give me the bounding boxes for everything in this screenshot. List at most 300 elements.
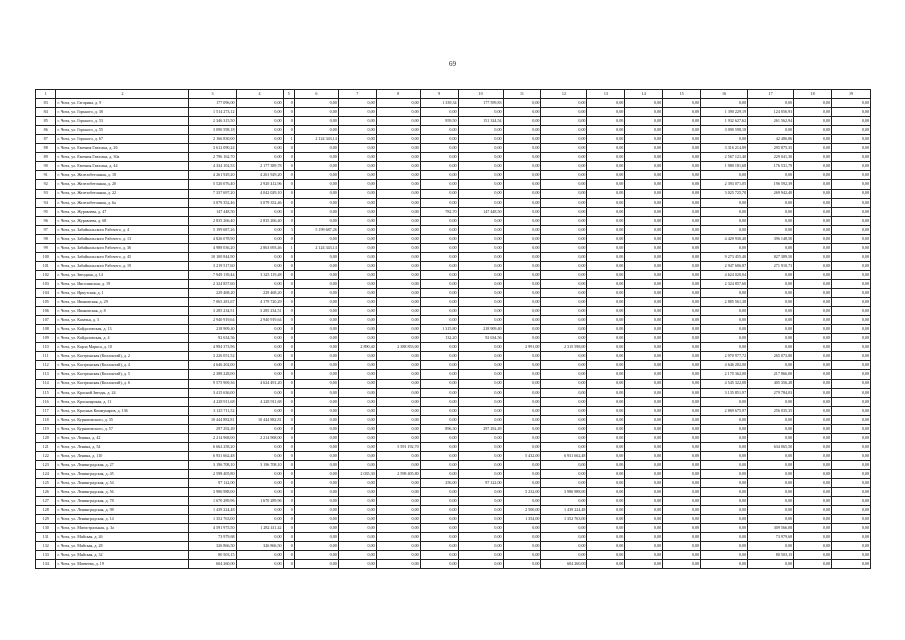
value-cell: 0,00 (701, 460, 748, 469)
value-cell: 0,00 (503, 397, 541, 406)
address-cell: г. Чита, ул. Журавлева, д. 68 (56, 216, 189, 225)
value-cell: 3 025 725,70 (701, 189, 748, 198)
value-cell: 0,00 (294, 261, 338, 270)
value-cell: 0,00 (458, 171, 503, 180)
value-cell: 0,00 (794, 153, 832, 162)
value-cell: 0,00 (748, 343, 794, 352)
value-cell: 0,00 (236, 135, 283, 144)
value-cell: 0,00 (832, 415, 871, 424)
value-cell: 9 273 455,40 (701, 252, 748, 261)
value-cell: 0,00 (338, 198, 376, 207)
value-cell: 0,00 (541, 307, 587, 316)
value-cell: 0,00 (663, 279, 701, 288)
value-cell: 0,00 (625, 469, 663, 478)
address-cell: г. Чита, ул. Забайкальского Рабочего, д. 36 (56, 243, 189, 252)
value-cell: 0,00 (701, 451, 748, 460)
address-cell: г. Чита, ул. Красной Звезды, д. 24 (56, 388, 189, 397)
row-number-cell: 133 (36, 551, 56, 560)
table-row (36, 442, 871, 451)
column-number-header: 15 (663, 90, 701, 99)
row-number-cell: 91 (36, 171, 56, 180)
value-cell: 0,00 (541, 479, 587, 488)
table-row (36, 270, 871, 279)
value-cell: 0,00 (236, 279, 283, 288)
value-cell: 3 986 988,00 (541, 488, 587, 497)
value-cell: 0,00 (541, 252, 587, 261)
value-cell: 0,00 (338, 424, 376, 433)
row-number-cell: 113 (36, 370, 56, 379)
value-cell: 2 940 919,64 (189, 316, 236, 325)
value-cell: 0,00 (832, 307, 871, 316)
value-cell: 0,00 (338, 144, 376, 153)
value-cell: 0,00 (794, 126, 832, 135)
address-cell: г. Чита, ул. Забайкальского Рабочего, д. 45 (56, 252, 189, 261)
value-cell: 0,00 (503, 334, 541, 343)
table-row (36, 243, 871, 252)
row-number-cell: 90 (36, 162, 56, 171)
value-cell: 0,00 (503, 460, 541, 469)
value-cell: 0,00 (663, 415, 701, 424)
value-cell: 0,00 (701, 533, 748, 542)
value-cell: 2 393 071,05 (701, 180, 748, 189)
row-number-cell: 110 (36, 343, 56, 352)
value-cell: 0,00 (625, 234, 663, 243)
value-cell: 0,00 (503, 379, 541, 388)
value-cell: 0,00 (503, 144, 541, 153)
value-cell: 0,00 (236, 352, 283, 361)
value-cell: 0,00 (503, 243, 541, 252)
value-cell: 0,00 (420, 198, 458, 207)
value-cell: 0,00 (376, 479, 420, 488)
table-row (36, 460, 871, 469)
value-cell: 4 334 102,53 (189, 162, 236, 171)
value-cell: 0,00 (832, 171, 871, 180)
value-cell: 0,00 (832, 298, 871, 307)
value-cell: 0,00 (503, 307, 541, 316)
value-cell: 0,00 (832, 216, 871, 225)
value-cell: 2 947 606,87 (701, 261, 748, 270)
value-cell: 0,00 (338, 135, 376, 144)
table-row (36, 515, 871, 524)
value-cell: 0,00 (832, 379, 871, 388)
value-cell: 6 931 662,48 (189, 451, 236, 460)
row-number-cell: 111 (36, 352, 56, 361)
row-number-cell: 117 (36, 406, 56, 415)
value-cell: 0,00 (748, 207, 794, 216)
address-cell: г. Чита, ул. Горького, д. 67 (56, 135, 189, 144)
value-cell: 3 285 234,51 (189, 307, 236, 316)
value-cell: 0,00 (458, 533, 503, 542)
register-table (35, 89, 871, 569)
value-cell: 0,00 (236, 515, 283, 524)
value-cell: 0,00 (625, 497, 663, 506)
value-cell: 0,00 (236, 325, 283, 334)
value-cell: 0,00 (294, 524, 338, 533)
value-cell: 0,00 (832, 397, 871, 406)
value-cell: 0,00 (587, 325, 625, 334)
row-number-cell: 109 (36, 334, 56, 343)
value-cell: 3 196 708,10 (189, 460, 236, 469)
value-cell: 0,00 (587, 560, 625, 569)
value-cell: 0,00 (294, 108, 338, 117)
value-cell: 0,00 (701, 515, 748, 524)
table-row (36, 216, 871, 225)
value-cell: 0,00 (338, 388, 376, 397)
value-cell: 0,00 (587, 451, 625, 460)
value-cell: 0,00 (420, 551, 458, 560)
value-cell: 0,00 (748, 361, 794, 370)
value-cell: 0,00 (832, 279, 871, 288)
value-cell: 0,00 (794, 397, 832, 406)
value-cell: 0,00 (294, 325, 338, 334)
value-cell: 218 909,40 (189, 325, 236, 334)
value-cell: 0,00 (587, 99, 625, 108)
value-cell: 2 124 343,14 (294, 243, 338, 252)
table-row (36, 560, 871, 569)
value-cell: 4 646 202,00 (701, 361, 748, 370)
value-cell: 0,00 (663, 243, 701, 252)
value-cell: 0,00 (338, 524, 376, 533)
value-cell: 0,00 (701, 506, 748, 515)
table-row (36, 234, 871, 243)
table-row (36, 479, 871, 488)
table-row (36, 497, 871, 506)
value-cell: 0,00 (338, 479, 376, 488)
value-cell: 92 634,56 (458, 334, 503, 343)
value-cell: 0,00 (458, 298, 503, 307)
value-cell: 269 942,40 (748, 189, 794, 198)
value-cell: 0,00 (625, 343, 663, 352)
value-cell: 0,00 (376, 108, 420, 117)
table-row (36, 361, 871, 370)
value-cell: 261 562,94 (748, 117, 794, 126)
value-cell: 0,00 (376, 117, 420, 126)
value-cell: 0,00 (458, 108, 503, 117)
value-cell: 0,00 (625, 370, 663, 379)
value-cell: 0,00 (338, 442, 376, 451)
column-number-header: 12 (541, 90, 587, 99)
value-cell: 0,00 (541, 415, 587, 424)
value-cell: 0,00 (376, 171, 420, 180)
address-cell: г. Чита, ул. Казачья, д. 3 (56, 316, 189, 325)
value-cell: 0,00 (503, 361, 541, 370)
value-cell: 2 388 228,00 (189, 370, 236, 379)
value-cell: 0 (283, 379, 294, 388)
value-cell: 0,00 (748, 460, 794, 469)
value-cell: 0,00 (663, 479, 701, 488)
value-cell: 0,00 (794, 252, 832, 261)
value-cell: 0,00 (587, 397, 625, 406)
value-cell: 2 567 121,40 (701, 153, 748, 162)
value-cell: 0,00 (420, 298, 458, 307)
value-cell: 0,00 (376, 216, 420, 225)
value-cell: 0,00 (420, 289, 458, 298)
row-number-cell: 131 (36, 533, 56, 542)
value-cell: 0,00 (794, 533, 832, 542)
value-cell: 0,00 (587, 270, 625, 279)
row-number-cell: 118 (36, 415, 56, 424)
value-cell: 4 624 491,20 (236, 379, 283, 388)
value-cell: 0,00 (503, 560, 541, 569)
table-row (36, 388, 871, 397)
value-cell: 0,00 (338, 352, 376, 361)
value-cell: 0,00 (294, 198, 338, 207)
value-cell: 0,00 (587, 442, 625, 451)
value-cell: 2 835 266,40 (189, 216, 236, 225)
value-cell: 0,00 (663, 551, 701, 560)
row-number-cell: 97 (36, 225, 56, 234)
value-cell: 0,00 (663, 469, 701, 478)
value-cell: 0,00 (376, 144, 420, 153)
row-number-cell: 125 (36, 479, 56, 488)
value-cell: 0,00 (541, 325, 587, 334)
column-number-header: 7 (338, 90, 376, 99)
value-cell: 0,00 (794, 352, 832, 361)
value-cell: 0,00 (663, 488, 701, 497)
value-cell: 0,00 (748, 515, 794, 524)
value-cell: 5 232,00 (503, 488, 541, 497)
value-cell: 297 292,49 (189, 424, 236, 433)
value-cell: 2 315 598,00 (541, 343, 587, 352)
address-cell: г. Чита, ул. Кастринская (Коллонтай), д. 5 (56, 370, 189, 379)
value-cell: 0,00 (338, 189, 376, 198)
value-cell: 0,00 (748, 270, 794, 279)
value-cell: 0,00 (541, 469, 587, 478)
value-cell: 1 390 229,19 (701, 108, 748, 117)
value-cell: 0,00 (503, 551, 541, 560)
value-cell: 4 545 322,08 (701, 379, 748, 388)
value-cell: 0 (283, 352, 294, 361)
value-cell: 0,00 (458, 560, 503, 569)
value-cell: 0,00 (625, 117, 663, 126)
value-cell: 0,00 (541, 542, 587, 551)
table-row (36, 126, 871, 135)
value-cell: 0,00 (420, 533, 458, 542)
row-number-cell: 103 (36, 279, 56, 288)
value-cell: 0,00 (794, 497, 832, 506)
value-cell: 0,00 (748, 171, 794, 180)
address-cell: г. Чита, ул. Матвеева, д. 19 (56, 560, 189, 569)
value-cell: 0,00 (376, 189, 420, 198)
value-cell: 0,00 (794, 542, 832, 551)
value-cell: 0,00 (338, 406, 376, 415)
value-cell: 0 (283, 442, 294, 451)
value-cell: 0,00 (625, 171, 663, 180)
value-cell: 0,00 (376, 307, 420, 316)
value-cell: 0 (283, 144, 294, 153)
value-cell: 0 (283, 252, 294, 261)
value-cell: 0,00 (503, 289, 541, 298)
value-cell: 2 035,30 (338, 469, 376, 478)
value-cell: 0,00 (748, 497, 794, 506)
address-cell: г. Чита, ул. Инголинская, д. 19 (56, 279, 189, 288)
value-cell: 0,00 (701, 171, 748, 180)
value-cell: 0,00 (748, 216, 794, 225)
value-cell: 0,00 (338, 433, 376, 442)
value-cell: 2 920 412,96 (236, 180, 283, 189)
value-cell: 0,00 (420, 216, 458, 225)
value-cell: 0,00 (701, 325, 748, 334)
value-cell: 0,00 (625, 180, 663, 189)
value-cell: 0,00 (587, 225, 625, 234)
value-cell: 0,00 (794, 424, 832, 433)
value-cell: 0,00 (794, 361, 832, 370)
value-cell: 4 646 202,00 (189, 361, 236, 370)
table-row (36, 162, 871, 171)
value-cell: 0 (283, 279, 294, 288)
value-cell: 0,00 (663, 207, 701, 216)
value-cell: 0,00 (420, 506, 458, 515)
value-cell: 0,00 (503, 433, 541, 442)
value-cell: 265 073,80 (748, 352, 794, 361)
value-cell: 4 591 975,50 (189, 524, 236, 533)
address-cell: г. Чита, ул. Железобетонная, д. 18 (56, 171, 189, 180)
value-cell: 0,00 (794, 551, 832, 560)
value-cell: 0,00 (458, 361, 503, 370)
value-cell: 0,00 (458, 225, 503, 234)
value-cell: 5 520 076,40 (189, 180, 236, 189)
value-cell: 0,00 (420, 406, 458, 415)
address-cell: г. Чита, ул. Кастринская (Коллонтай), д. 2 (56, 352, 189, 361)
value-cell: 0,00 (832, 424, 871, 433)
value-cell: 0,00 (587, 216, 625, 225)
value-cell: 0,00 (587, 497, 625, 506)
value-cell: 0,00 (458, 442, 503, 451)
value-cell: 0 (283, 298, 294, 307)
value-cell: 6 662 258,20 (189, 442, 236, 451)
value-cell: 896,30 (420, 424, 458, 433)
address-cell: г. Чита, ул. Магистральная, д. 3а (56, 524, 189, 533)
value-cell: 0,00 (541, 225, 587, 234)
value-cell: 0,00 (338, 451, 376, 460)
value-cell: 0,00 (294, 542, 338, 551)
row-number-cell: 99 (36, 243, 56, 252)
value-cell: 0,00 (701, 343, 748, 352)
value-cell: 0,00 (541, 162, 587, 171)
value-cell: 0,00 (663, 171, 701, 180)
value-cell: 0,00 (420, 379, 458, 388)
value-cell: 0,00 (663, 352, 701, 361)
value-cell: 0,00 (458, 370, 503, 379)
table-row (36, 153, 871, 162)
value-cell: 229 468,20 (189, 289, 236, 298)
value-cell: 2 500,00 (503, 506, 541, 515)
value-cell: 0,00 (338, 270, 376, 279)
row-number-cell: 105 (36, 298, 56, 307)
value-cell: 0,00 (458, 488, 503, 497)
value-cell: 147 448,50 (458, 207, 503, 216)
value-cell: 0,00 (338, 515, 376, 524)
value-cell: 196 592,39 (748, 180, 794, 189)
value-cell: 3 325 119,48 (236, 270, 283, 279)
value-cell: 0,00 (701, 216, 748, 225)
value-cell: 2 166 830,00 (189, 135, 236, 144)
value-cell: 0,00 (376, 460, 420, 469)
value-cell: 0 (283, 207, 294, 216)
table-row (36, 261, 871, 270)
value-cell: 0,00 (294, 442, 338, 451)
table-row (36, 279, 871, 288)
value-cell: 0,00 (376, 316, 420, 325)
value-cell: 0,00 (458, 307, 503, 316)
value-cell: 0,00 (663, 560, 701, 569)
value-cell: 0,00 (294, 126, 338, 135)
value-cell: 0,00 (541, 180, 587, 189)
value-cell: 2 940 919,64 (236, 316, 283, 325)
value-cell: 0,00 (587, 352, 625, 361)
value-cell: 3 285 234,51 (236, 307, 283, 316)
value-cell: 80 503,15 (748, 551, 794, 560)
value-cell: 0,00 (625, 397, 663, 406)
value-cell: 0,00 (625, 252, 663, 261)
value-cell: 0 (283, 261, 294, 270)
value-cell: 0,00 (625, 108, 663, 117)
value-cell: 0,00 (832, 334, 871, 343)
value-cell: 0,00 (794, 479, 832, 488)
value-cell: 0,00 (236, 108, 283, 117)
value-cell: 0,00 (794, 189, 832, 198)
value-cell: 0,00 (625, 424, 663, 433)
value-cell: 634 065,50 (748, 442, 794, 451)
value-cell: 0,00 (458, 451, 503, 460)
value-cell: 1 932 627,62 (701, 117, 748, 126)
value-cell: 0,00 (294, 189, 338, 198)
value-cell: 0,00 (748, 397, 794, 406)
value-cell: 0,00 (338, 370, 376, 379)
value-cell: 0,00 (420, 469, 458, 478)
value-cell: 0,00 (832, 533, 871, 542)
value-cell: 0,00 (458, 406, 503, 415)
value-cell: 0,00 (541, 316, 587, 325)
value-cell: 0,00 (794, 515, 832, 524)
value-cell: 0,00 (794, 180, 832, 189)
value-cell: 0,00 (748, 289, 794, 298)
value-cell: 0 (283, 388, 294, 397)
value-cell: 0,00 (338, 162, 376, 171)
value-cell: 0,00 (294, 144, 338, 153)
value-cell: 0,00 (294, 406, 338, 415)
value-cell: 0,00 (294, 506, 338, 515)
value-cell: 3 986 988,00 (189, 488, 236, 497)
value-cell: 0,00 (338, 488, 376, 497)
value-cell: 0,00 (794, 460, 832, 469)
value-cell: 217 866,00 (748, 370, 794, 379)
value-cell: 0,00 (458, 379, 503, 388)
value-cell: 0,00 (663, 180, 701, 189)
value-cell: 0 (283, 406, 294, 415)
value-cell: 0 (283, 515, 294, 524)
value-cell: 0,00 (338, 551, 376, 560)
value-cell: 0,00 (832, 497, 871, 506)
value-cell: 0,00 (794, 316, 832, 325)
value-cell: 0,00 (420, 388, 458, 397)
value-cell: 1 439 224,48 (189, 506, 236, 515)
value-cell: 0,00 (236, 551, 283, 560)
value-cell: 0,00 (832, 442, 871, 451)
page-number: 69 (449, 60, 456, 68)
table-row (36, 352, 871, 361)
value-cell: 0,00 (420, 352, 458, 361)
value-cell: 0,00 (587, 207, 625, 216)
row-number-cell: 124 (36, 469, 56, 478)
value-cell: 2 388 853,00 (376, 343, 420, 352)
value-cell: 0,00 (236, 234, 283, 243)
value-cell: 2 598 405,80 (189, 469, 236, 478)
address-cell: г. Чита, ул. Ленина, д. 42 (56, 433, 189, 442)
value-cell: 0,00 (748, 225, 794, 234)
value-cell: 0,00 (587, 108, 625, 117)
value-cell: 0,00 (794, 144, 832, 153)
